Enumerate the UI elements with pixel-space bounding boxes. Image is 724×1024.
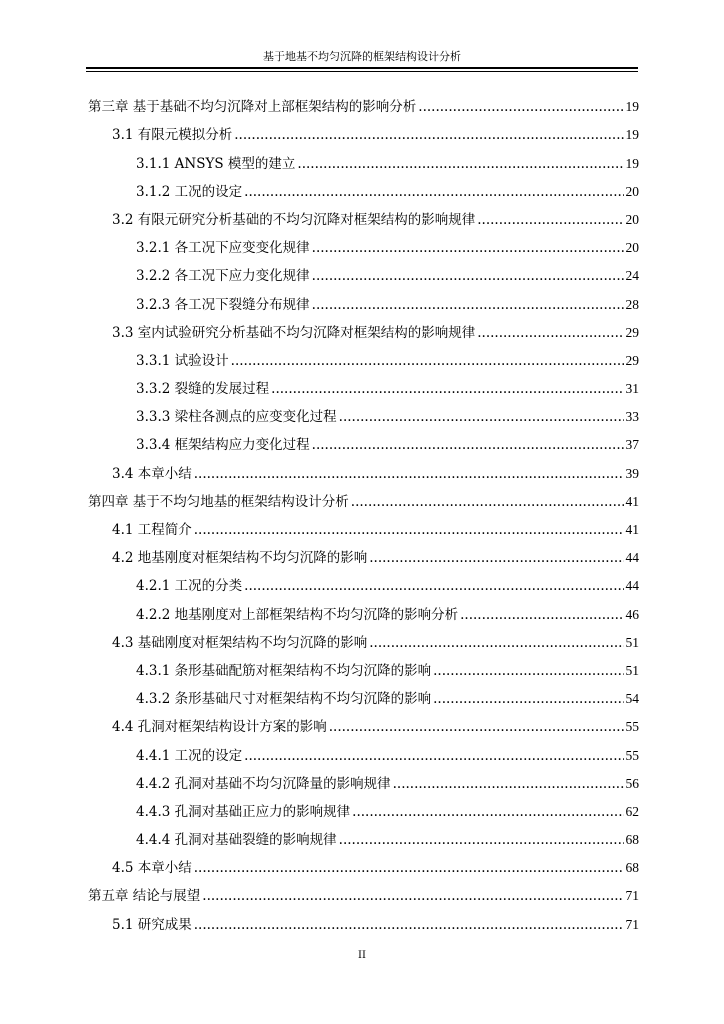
toc-entry[interactable] xyxy=(88,201,639,229)
toc-entry-page: 55 xyxy=(625,747,639,763)
toc-entry-page: 71 xyxy=(625,916,639,932)
toc-entry[interactable] xyxy=(88,173,639,201)
toc-dot-leader xyxy=(312,239,624,257)
toc-entry-title: 4.1 工程简介 xyxy=(112,522,192,538)
toc-entry-page: 19 xyxy=(625,127,639,143)
toc-entry-page: 20 xyxy=(625,183,639,199)
toc-entry-page: 46 xyxy=(625,606,639,622)
toc-entry[interactable] xyxy=(88,483,639,511)
toc-entry[interactable] xyxy=(88,229,639,257)
toc-entry-page: 71 xyxy=(625,888,639,904)
toc-entry[interactable] xyxy=(88,370,639,398)
toc-entry[interactable] xyxy=(88,595,639,623)
toc-entry-title: 4.4.4 孔洞对基础裂缝的影响规律 xyxy=(136,832,337,849)
toc-entry[interactable] xyxy=(88,877,639,905)
toc-dot-leader xyxy=(244,577,623,595)
toc-entry[interactable] xyxy=(88,821,639,849)
toc-entry-title: 3.3.3 梁柱各测点的应变变化过程 xyxy=(136,409,337,426)
toc-entry-title: 4.4 孔洞对框架结构设计方案的影响 xyxy=(112,719,327,736)
toc-entry[interactable] xyxy=(88,624,639,652)
toc-entry-title: 4.3.2 条形基础尺寸对框架结构不均匀沉降的影响 xyxy=(136,691,432,708)
toc-dot-leader xyxy=(194,859,624,877)
toc-entry[interactable] xyxy=(88,342,639,370)
toc-entry-title: 4.2.2 地基刚度对上部框架结构不均匀沉降的影响分析 xyxy=(136,606,459,623)
running-header: 基于地基不均匀沉降的框架结构设计分析 xyxy=(263,50,461,63)
toc-dot-leader xyxy=(339,408,624,426)
toc-entry-page: 41 xyxy=(625,493,639,509)
toc-entry[interactable] xyxy=(88,567,639,595)
toc-entry-title: 3.2.3 各工况下裂缝分布规律 xyxy=(136,296,310,313)
toc-dot-leader xyxy=(369,634,623,652)
toc-dot-leader xyxy=(312,436,624,454)
table-of-contents xyxy=(88,88,639,934)
toc-entry[interactable] xyxy=(88,257,639,285)
toc-entry-page: 28 xyxy=(625,296,639,312)
toc-entry-title: 3.2.1 各工况下应变变化规律 xyxy=(136,240,310,257)
toc-entry-page: 54 xyxy=(625,691,639,707)
toc-entry-page: 55 xyxy=(625,719,639,735)
toc-entry-page: 41 xyxy=(625,522,639,537)
toc-entry[interactable] xyxy=(88,398,639,426)
toc-entry-title: 4.4.1 工况的设定 xyxy=(136,747,243,764)
toc-entry-title: 3.2.2 各工况下应力变化规律 xyxy=(136,268,310,285)
toc-entry-title: 4.2.1 工况的分类 xyxy=(136,578,243,595)
toc-entry[interactable] xyxy=(88,793,639,821)
toc-entry-page: 68 xyxy=(625,832,639,848)
toc-entry-page: 56 xyxy=(625,775,639,791)
toc-entry-page: 31 xyxy=(625,381,639,397)
page-number: II xyxy=(358,950,366,961)
toc-entry-page: 39 xyxy=(625,465,639,481)
header-rule-thick xyxy=(86,67,638,69)
toc-dot-leader xyxy=(194,916,624,934)
toc-entry-title: 3.3.1 试验设计 xyxy=(136,352,229,369)
toc-entry-page: 51 xyxy=(625,662,639,678)
toc-entry-title: 3.4 本章小结 xyxy=(112,465,192,482)
toc-dot-leader xyxy=(312,267,624,285)
toc-entry[interactable] xyxy=(88,765,639,793)
toc-dot-leader xyxy=(393,775,624,793)
toc-dot-leader xyxy=(339,831,624,849)
toc-entry-title: 3.3.4 框架结构应力变化过程 xyxy=(136,437,310,454)
toc-entry[interactable] xyxy=(88,652,639,680)
toc-entry-title: 4.4.2 孔洞对基础不均匀沉降量的影响规律 xyxy=(136,775,391,792)
toc-dot-leader xyxy=(194,521,624,539)
toc-entry-title: 4.3 基础刚度对框架结构不均匀沉降的影响 xyxy=(112,634,368,651)
toc-dot-leader xyxy=(329,718,624,736)
toc-entry-page: 37 xyxy=(625,437,639,453)
toc-entry-page: 68 xyxy=(625,860,639,876)
toc-dot-leader xyxy=(231,352,624,370)
toc-dot-leader xyxy=(460,606,623,624)
toc-entry[interactable] xyxy=(88,426,639,454)
toc-entry-page: 20 xyxy=(625,240,639,256)
toc-entry-title: 4.4.3 孔洞对基础正应力的影响规律 xyxy=(136,803,351,820)
toc-entry[interactable] xyxy=(88,88,639,116)
toc-dot-leader xyxy=(234,126,623,144)
toc-entry[interactable] xyxy=(88,285,639,313)
header-rule-thin xyxy=(86,71,638,72)
toc-entry[interactable] xyxy=(88,539,639,567)
toc-entry-title: 3.3 室内试验研究分析基础不均匀沉降对框架结构的影响规律 xyxy=(112,324,476,341)
toc-entry-page: 33 xyxy=(625,409,639,425)
toc-dot-leader xyxy=(244,747,623,765)
toc-entry-page: 51 xyxy=(625,634,639,650)
toc-entry-title: 5.1 研究成果 xyxy=(112,916,192,933)
toc-dot-leader xyxy=(477,324,623,342)
toc-entry-page: 44 xyxy=(625,578,639,594)
toc-entry-title: 4.3.1 条形基础配筋对框架结构不均匀沉降的影响 xyxy=(136,662,432,679)
toc-entry-title: 3.1 有限元模拟分析 xyxy=(112,127,233,144)
toc-entry-page: 29 xyxy=(625,352,639,368)
toc-entry-page: 19 xyxy=(625,99,639,115)
toc-dot-leader xyxy=(418,98,623,116)
toc-entry[interactable] xyxy=(88,144,639,172)
toc-dot-leader xyxy=(351,493,624,511)
toc-dot-leader xyxy=(312,296,624,314)
toc-entry-page: 44 xyxy=(625,550,639,566)
toc-entry-title: 4.2 地基刚度对框架结构不均匀沉降的影响 xyxy=(112,550,368,567)
toc-dot-leader xyxy=(433,662,623,680)
toc-dot-leader xyxy=(369,549,623,567)
toc-entry-title: 3.2 有限元研究分析基础的不均匀沉降对框架结构的影响规律 xyxy=(112,211,476,228)
toc-entry-page: 24 xyxy=(625,268,639,284)
toc-entry-page: 20 xyxy=(625,211,639,227)
toc-entry[interactable] xyxy=(88,454,639,482)
toc-entry[interactable] xyxy=(88,849,639,877)
toc-entry[interactable] xyxy=(88,905,639,933)
toc-dot-leader xyxy=(271,380,623,398)
toc-dot-leader xyxy=(433,690,623,708)
toc-entry-title: 第三章 基于基础不均匀沉降对上部框架结构的影响分析 xyxy=(88,99,417,116)
toc-dot-leader xyxy=(477,211,623,229)
toc-entry-title: 3.3.2 裂缝的发展过程 xyxy=(136,381,270,398)
toc-entry-page: 29 xyxy=(625,324,639,340)
toc-dot-leader xyxy=(244,183,623,201)
toc-entry[interactable] xyxy=(88,736,639,764)
toc-entry[interactable] xyxy=(88,511,639,539)
toc-entry-title: 3.1.2 工况的设定 xyxy=(136,183,243,200)
toc-dot-leader xyxy=(202,887,623,905)
toc-entry-title: 第四章 基于不均匀地基的框架结构设计分析 xyxy=(88,493,349,510)
toc-entry-title: 第五章 结论与展望 xyxy=(88,888,201,905)
toc-entry-page: 19 xyxy=(625,155,639,171)
toc-dot-leader xyxy=(297,155,623,173)
toc-entry-page: 62 xyxy=(625,803,639,819)
toc-entry-title: 3.1.1 ANSYS 模型的建立 xyxy=(136,155,296,172)
toc-entry[interactable] xyxy=(88,314,639,342)
toc-dot-leader xyxy=(352,803,623,821)
toc-entry[interactable] xyxy=(88,680,639,708)
toc-entry[interactable] xyxy=(88,116,639,144)
toc-entry[interactable] xyxy=(88,708,639,736)
toc-dot-leader xyxy=(194,465,624,483)
toc-entry-title: 4.5 本章小结 xyxy=(112,860,192,877)
